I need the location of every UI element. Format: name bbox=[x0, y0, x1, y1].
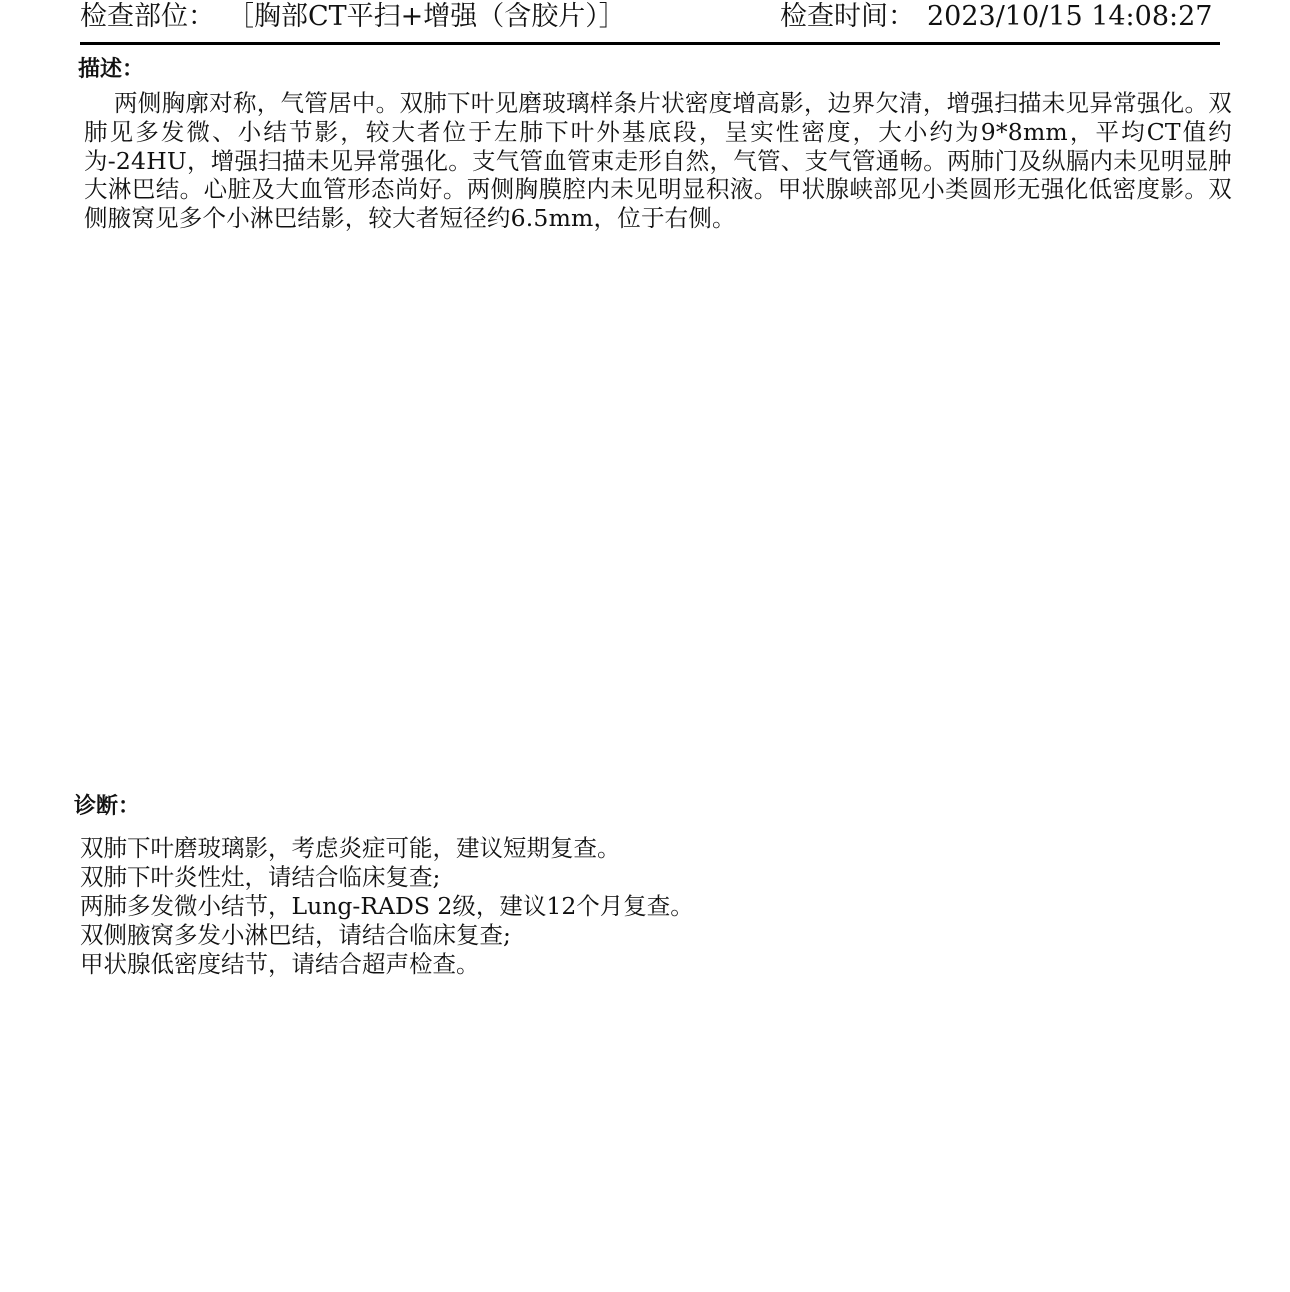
exam-site-label: 检查部位： bbox=[80, 1, 215, 32]
diagnosis-item: 甲状腺低密度结节，请结合超声检查。 bbox=[80, 950, 480, 978]
exam-site-value: ［胸部CT平扫+增强（含胶片）］ bbox=[227, 1, 626, 32]
diagnosis-item: 双侧腋窝多发小淋巴结，请结合临床复查; bbox=[80, 921, 511, 949]
exam-time bbox=[780, 0, 1212, 34]
description-label: 描述： bbox=[78, 57, 145, 82]
exam-site bbox=[80, 0, 626, 34]
diagnosis-label: 诊断： bbox=[74, 794, 141, 819]
diagnosis-list bbox=[80, 834, 1230, 979]
diagnosis-item: 两肺多发微小结节，Lung-RADS 2级，建议12个月复查。 bbox=[80, 892, 694, 920]
header-divider bbox=[80, 42, 1220, 45]
report-header bbox=[80, 0, 1240, 36]
exam-time-label: 检查时间： bbox=[780, 1, 915, 32]
exam-time-value: 2023/10/15 14:08:27 bbox=[927, 1, 1213, 32]
description-text: 两侧胸廓对称，气管居中。双肺下叶见磨玻璃样条片状密度增高影，边界欠清，增强扫描未见异常强化。双肺见多发微、小结节影，较大者位于左肺下叶外基底段，呈实性密度，大小约为9*8mm，平均CT值约为-24HU，增强扫描未见异常强化。支气管血管束走形自然，气管、支气管通畅。两肺门及纵膈内未见明显肿大淋巴结。心脏及大血管形态尚好。两侧胸膜腔内未见明显积液。甲状腺峡部见小类圆形无强化低密度影。双侧腋窝见多个小淋巴结影，较大者短径约6.5mm，位于右侧。 bbox=[84, 89, 1232, 233]
diagnosis-item: 双肺下叶磨玻璃影，考虑炎症可能，建议短期复查。 bbox=[80, 834, 621, 862]
diagnosis-item: 双肺下叶炎性灶，请结合临床复查; bbox=[80, 863, 441, 891]
